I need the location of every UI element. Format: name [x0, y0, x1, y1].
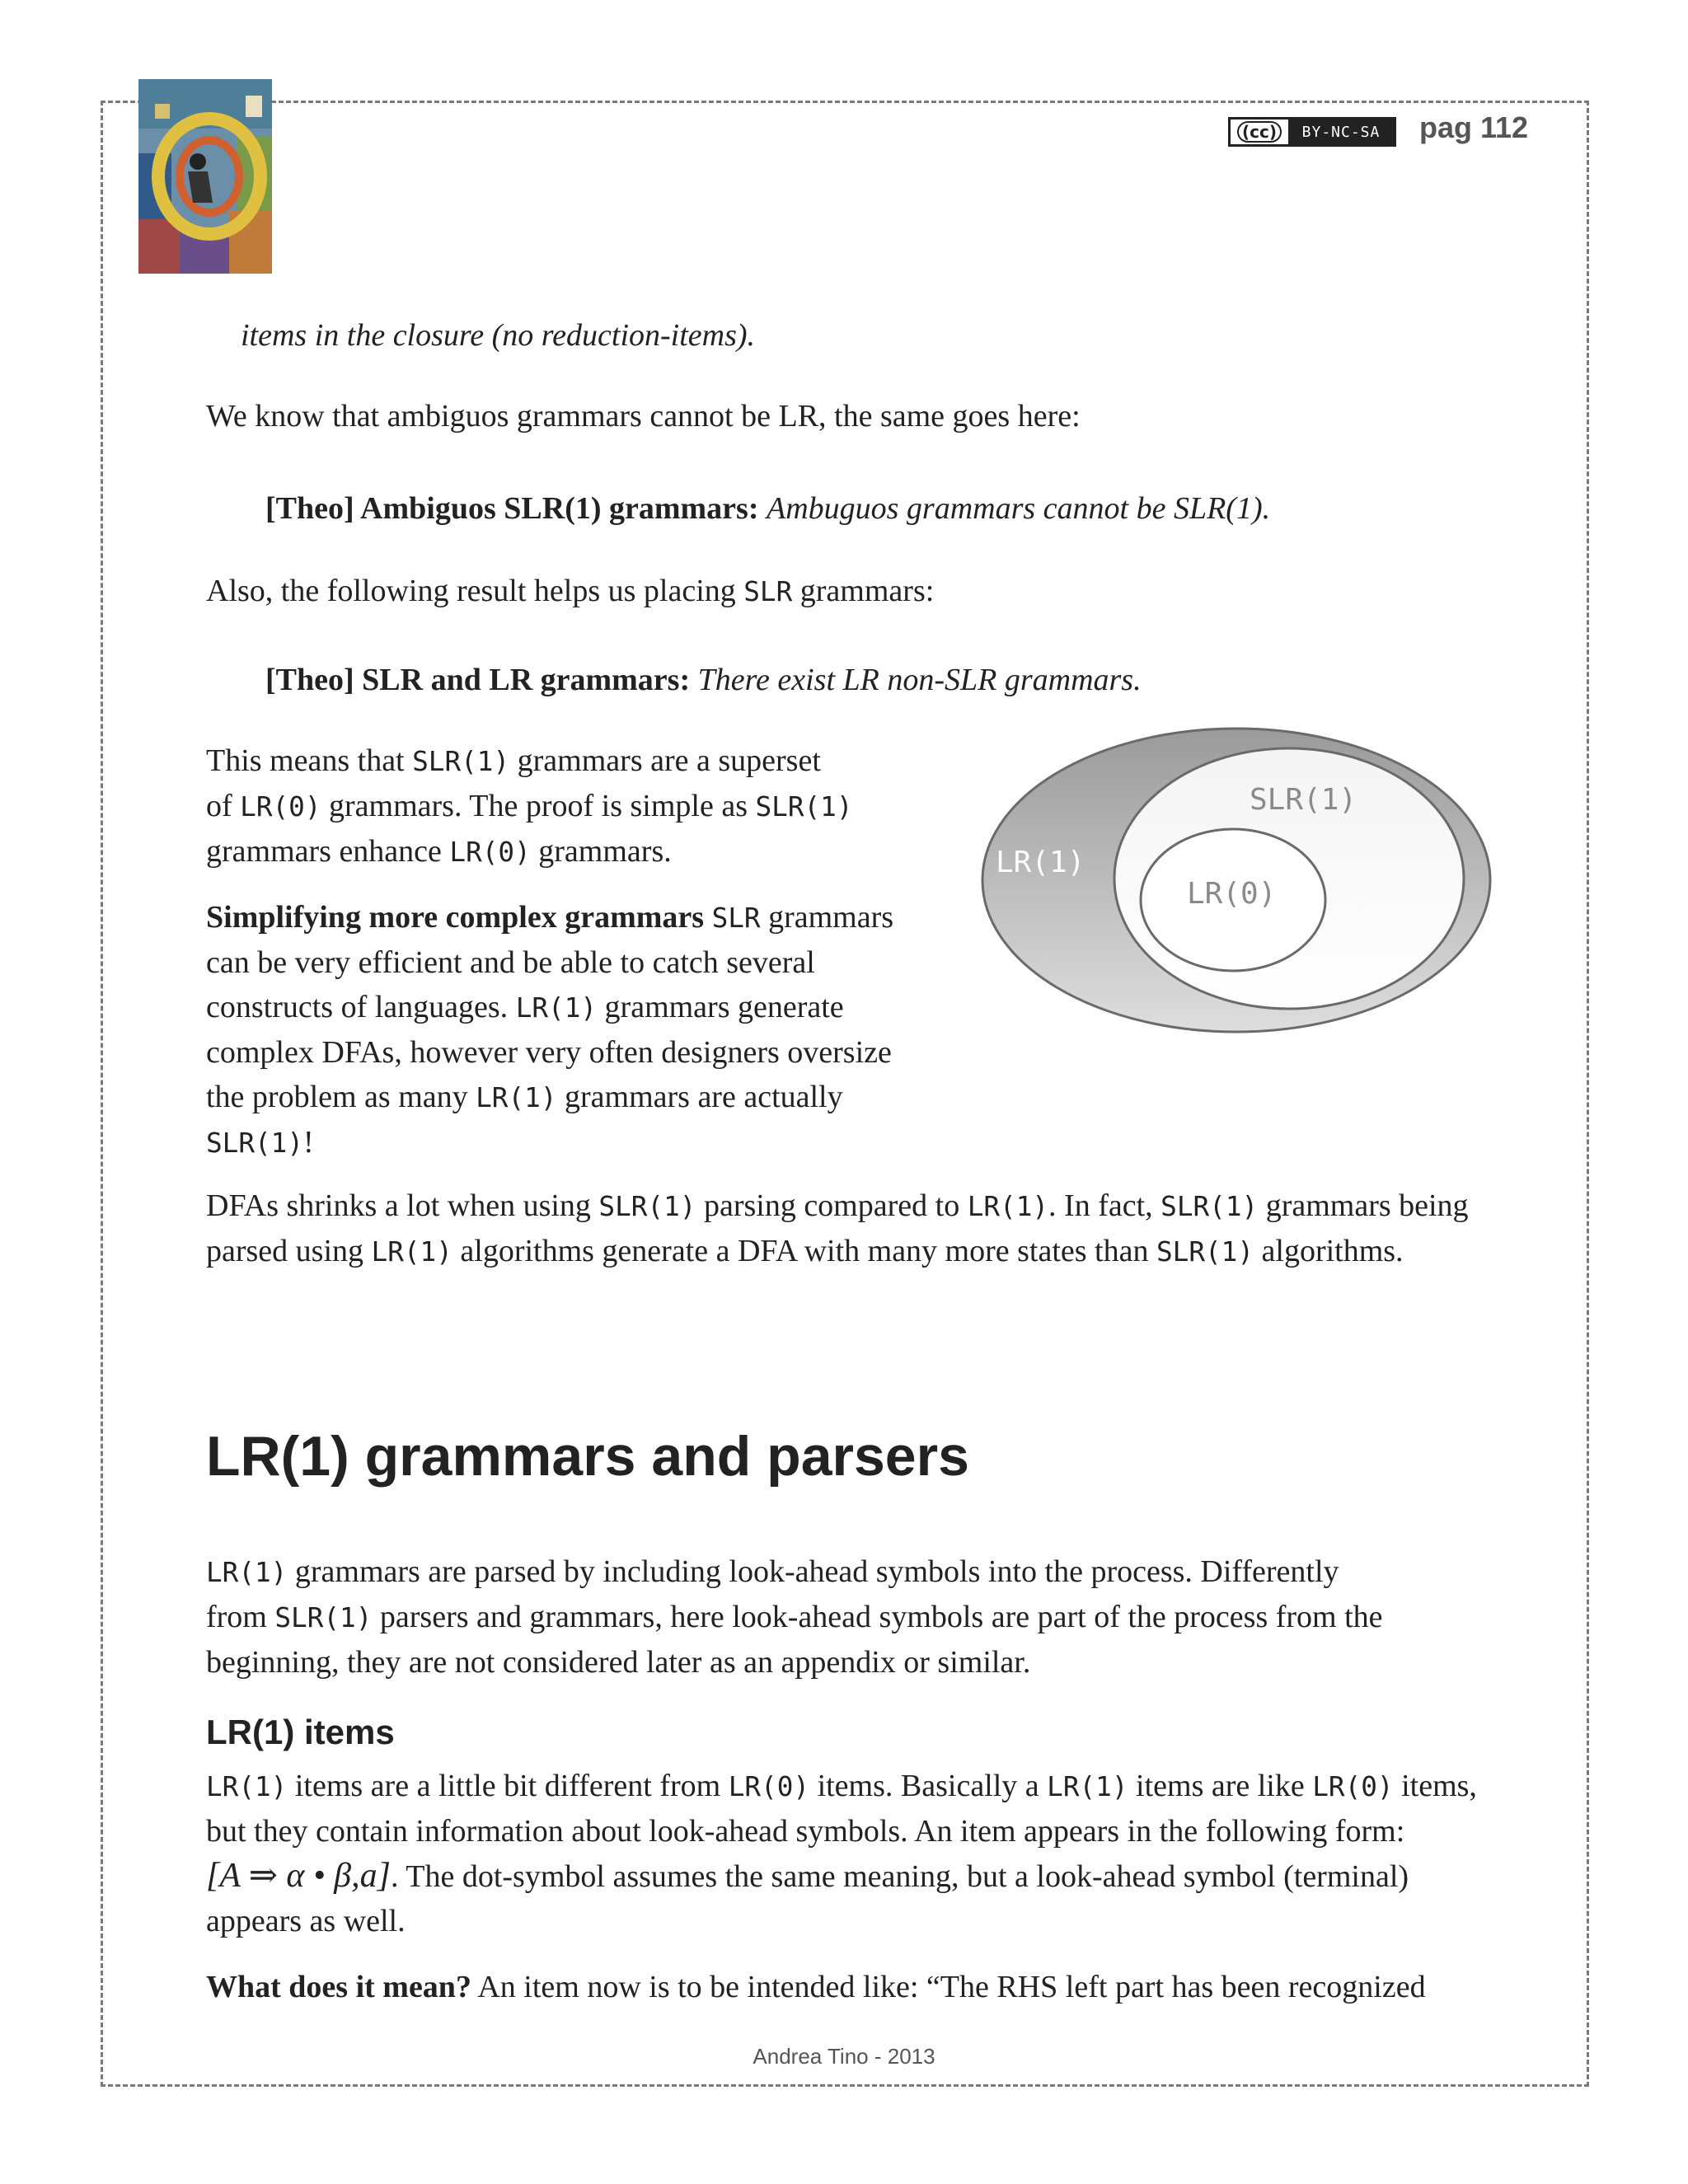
- text: grammars.: [530, 834, 672, 869]
- book-cover-thumbnail: [138, 79, 272, 274]
- text: algorithms generate a DFA with many more states than: [452, 1234, 1156, 1268]
- text: can be very efficient and be able to catch several: [206, 945, 815, 980]
- inner-label: LR(0): [1187, 877, 1277, 911]
- grammar-inclusion-diagram: [981, 725, 1508, 1038]
- text: complex DFAs, however very often designers oversize: [206, 1035, 892, 1070]
- code: SLR(1): [755, 791, 853, 823]
- text: grammars generate: [597, 990, 844, 1024]
- code: SLR(1): [274, 1602, 373, 1633]
- text: parsers and grammars, here look-ahead symbols are part of the process from the: [372, 1600, 1383, 1634]
- code: LR(1): [206, 1557, 288, 1588]
- theorem-label: [Theo] Ambiguos SLR(1) grammars:: [265, 491, 759, 526]
- theorem-text: Ambuguos grammars cannot be SLR(1).: [766, 491, 1271, 526]
- text: from: [206, 1600, 275, 1634]
- text: DFAs shrinks a lot when using: [206, 1188, 599, 1223]
- text: !: [303, 1125, 314, 1160]
- code: LR(0): [240, 791, 321, 823]
- code: SLR(1): [206, 1127, 304, 1159]
- text: grammars:: [792, 574, 935, 608]
- paragraph-closure: items in the closure (no reduction-items).: [241, 318, 756, 353]
- paragraph-what-does-it-mean: [206, 1965, 1525, 2009]
- code: LR(1): [206, 1771, 288, 1802]
- text: parsing compared to: [696, 1188, 968, 1223]
- middle-label: SLR(1): [1250, 783, 1357, 817]
- item-formula: [A ⇒ α • β,a]: [206, 1857, 391, 1895]
- text: grammars being: [1258, 1188, 1469, 1223]
- text: grammars enhance: [206, 834, 450, 869]
- text: appears as well.: [206, 1904, 406, 1938]
- theorem-slr-lr: [265, 658, 1142, 702]
- code: LR(1): [967, 1191, 1049, 1222]
- paragraph-simplifying: [206, 895, 948, 1165]
- text: grammars are a superset: [509, 743, 821, 778]
- text: constructs of languages.: [206, 990, 516, 1024]
- text: beginning, they are not considered later as an appendix or similar.: [206, 1645, 1031, 1680]
- text: items,: [1393, 1769, 1477, 1803]
- text: This means that: [206, 743, 413, 778]
- code: SLR(1): [1160, 1191, 1259, 1222]
- code: LR(0): [1312, 1771, 1394, 1802]
- text: items. Basically a: [809, 1769, 1048, 1803]
- code: LR(1): [476, 1082, 557, 1113]
- section-heading: LR(1) grammars and parsers: [206, 1425, 969, 1488]
- outer-label: LR(1): [996, 846, 1085, 879]
- subsection-heading: LR(1) items: [206, 1713, 395, 1751]
- paragraph-also: [206, 569, 934, 614]
- text: the problem as many: [206, 1080, 476, 1114]
- bold-lead: What does it mean?: [206, 1970, 471, 2004]
- code: SLR(1): [1156, 1236, 1254, 1268]
- cc-text: (cc): [1237, 121, 1282, 143]
- code: SLR(1): [598, 1191, 696, 1222]
- code: LR(0): [728, 1771, 810, 1802]
- code: LR(1): [515, 992, 598, 1024]
- paragraph-lr1-items: [206, 1764, 1525, 1943]
- theorem-text: There exist LR non-SLR grammars.: [697, 663, 1142, 697]
- cc-logo-icon: [1231, 120, 1288, 144]
- license-terms: BY-NC-SA: [1288, 120, 1394, 144]
- text: but they contain information about look-ahead symbols. An item appears in the following form:: [206, 1814, 1405, 1849]
- text: grammars: [760, 900, 894, 935]
- text: of: [206, 789, 241, 823]
- text: parsed using: [206, 1234, 372, 1268]
- code: SLR: [711, 902, 761, 934]
- text: grammars. The proof is simple as: [321, 789, 756, 823]
- text: algorithms.: [1254, 1234, 1404, 1268]
- paragraph-dfa: [206, 1183, 1508, 1274]
- code: LR(1): [371, 1236, 452, 1268]
- footer-author: Andrea Tino - 2013: [753, 2044, 935, 2069]
- license-badge[interactable]: [1228, 117, 1396, 147]
- paragraph-ambiguous: We know that ambiguos grammars cannot be LR, the same goes here:: [206, 399, 1081, 434]
- code: SLR: [743, 576, 793, 607]
- theorem-label: [Theo] SLR and LR grammars:: [265, 663, 691, 697]
- paragraph-superset: [206, 738, 948, 874]
- paragraph-lr1-intro: [206, 1549, 1525, 1685]
- code: LR(0): [449, 837, 531, 868]
- text: items are like: [1128, 1769, 1313, 1803]
- code: SLR(1): [412, 746, 510, 777]
- text: grammars are actually: [556, 1080, 843, 1114]
- text: grammars are parsed by including look-ahead symbols into the process. Differently: [287, 1554, 1339, 1589]
- bold-lead: Simplifying more complex grammars: [206, 900, 705, 935]
- text: . In fact,: [1048, 1188, 1161, 1223]
- page-number: pag 112: [1419, 110, 1529, 144]
- code: LR(1): [1047, 1771, 1128, 1802]
- text: items are a little bit different from: [287, 1769, 729, 1803]
- text: An item now is to be intended like: “The RHS left part has been recognized: [471, 1970, 1426, 2004]
- text: . The dot-symbol assumes the same meaning, but a look-ahead symbol (terminal): [390, 1859, 1409, 1894]
- theorem-ambiguous-slr: [265, 486, 1270, 531]
- text: Also, the following result helps us placing: [206, 574, 744, 608]
